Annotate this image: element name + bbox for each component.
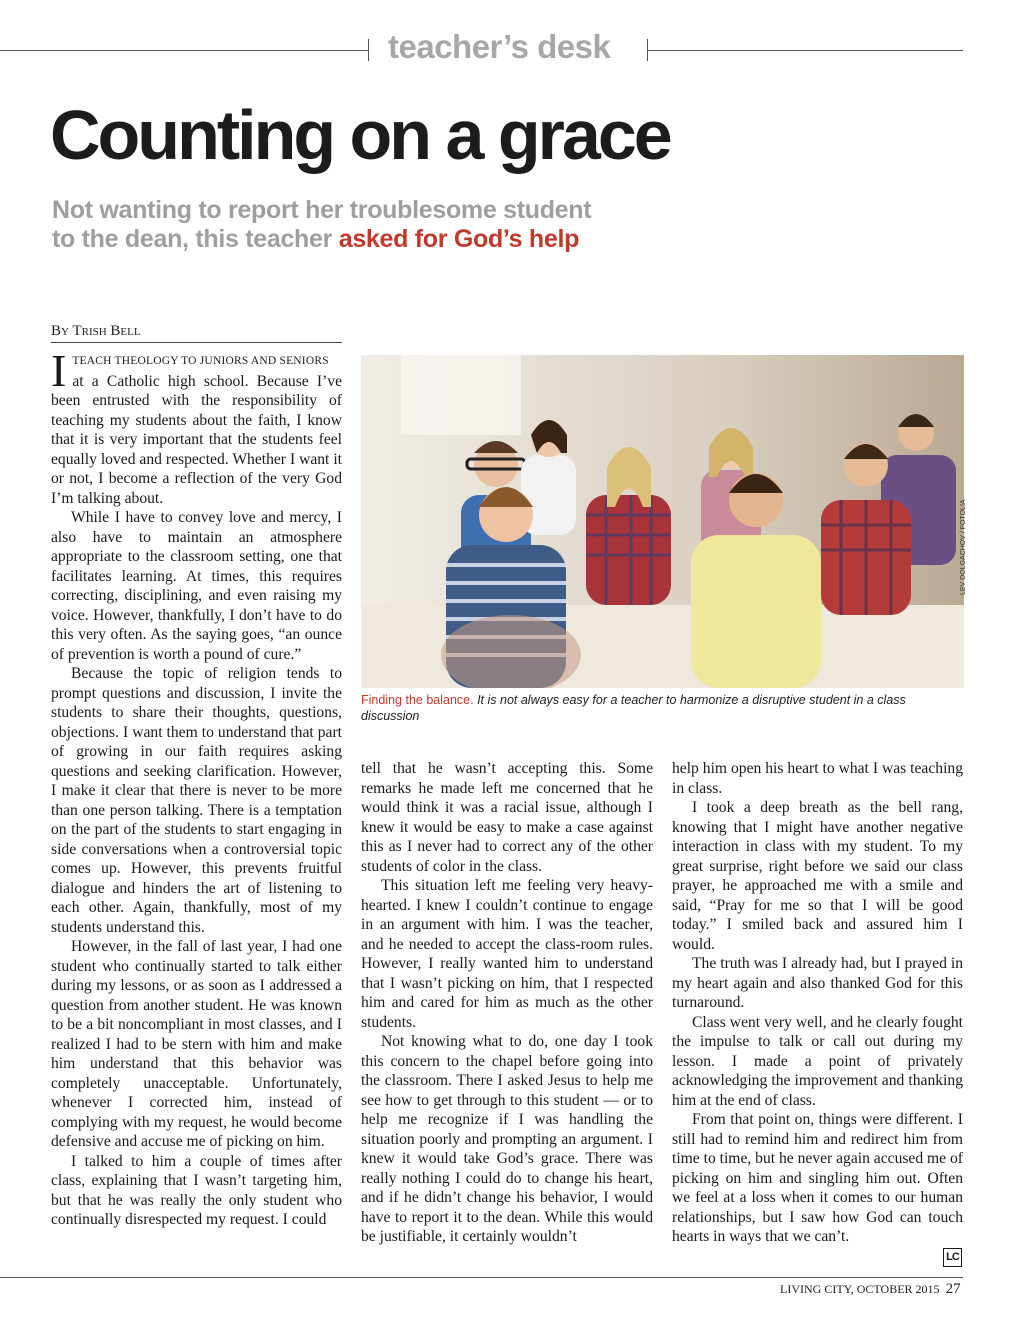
dek [52,196,612,254]
section-title: teacher’s desk [388,28,611,65]
footer-rule [0,1277,963,1278]
students-illustration [361,355,964,688]
article-paragraph: This situation left me feeling very heavy-hearted. I knew I couldn’t continue to engage in an argument with him. I was the teacher, and he needed to accept the class-room rules. However, I really wanted him to understand that I wasn’t picking on him, that I respected him and cared for him as much as the other students. [361,877,653,1031]
caption-text: It is not always easy for a teacher to harmonize a disruptive student in a class discussion [361,693,906,723]
article-column-3 [672,759,963,1247]
byline [51,323,141,340]
header-rule-right [648,50,963,51]
header-rule-tick-left [368,39,369,61]
article-column-2 [361,759,653,1247]
article-paragraph: The truth was I already had, but I prayed in my heart again and also thanked God for this turnaround. [672,955,963,1011]
lead-in-smallcaps: TEACH THEOLOGY TO JUNIORS AND SENIORS [72,355,329,367]
photo-caption [361,692,961,724]
caption-lead: Finding the balance. [361,693,474,707]
byline-rule [51,342,342,343]
article-text: at a Catholic high school. Because I’ve been entrusted with the responsibility of teaching my students about the faith, I know that it is very important that the students feel equally loved and respected. Whether I want it or not, I become a reflection of the very God I’m talking about. [51,372,342,507]
photo-credit: LEV DOLGACHOV / FOTOLIA [960,499,967,595]
article-column-1 [51,345,342,1230]
dek-red-text: asked for God’s help [338,225,580,253]
article-paragraph [51,345,342,508]
drop-cap: I [51,345,67,396]
byline-by: By [51,323,69,339]
dek-gray-text: Not wanting to report her troublesome student to the dean, this teacher [52,196,592,253]
article-paragraph: help him open his heart to what I was teaching in class. [672,760,963,797]
byline-author: Trish Bell [72,323,141,339]
page-footer [780,1281,961,1298]
headline: Counting on a grace [50,96,670,174]
article-paragraph: Class went very well, and he clearly fought the impulse to talk or call out during my lesson. I made a point of privately acknowledging the improvement and thanking him at the end of class. [672,1013,963,1109]
article-paragraph: Because the topic of religion tends to prompt questions and discussion, I invite the students to share their thoughts, questions, objections. I want them to understand that part of growing in our faith requires asking questions and seeking clarification. However, I make it clear that there is never to be more than one person talking. There is a temptation on the part of the students to start engaging in side conversations when a controversial topic comes up. However, this prevents fruitful dialogue and hinders the art of listening to each other. Again, thankfully, most of my students understand this. [51,665,342,936]
article-paragraph: I talked to him a couple of times after class, explaining that I wasn’t targeting him, but that he was really the only student who continually disrespected my request. I could [51,1152,342,1228]
article-paragraph: tell that he wasn’t accepting this. Some remarks he made left me concerned that he would think it was a racial issue, although I knew it would be easy to make a case against this as I never had to correct any of the other students of color in the class. [361,760,653,875]
article-paragraph: I took a deep breath as the bell rang, knowing that I might have another negative interaction in class with my student. To my great surprise, right before we said our class prayer, he approached me with a smile and said, “Pray for me so that I will be good today.” I smiled back and assured him I would. [672,799,963,953]
footer-publication: LIVING CITY, OCTOBER 2015 [780,1282,940,1296]
end-mark-logo: LC [943,1248,962,1267]
header-rule-left [0,50,368,51]
article-paragraph: While I have to convey love and mercy, I also have to maintain an atmosphere appropriate to the classroom setting, one that facilitates learning. At times, this requires correcting, disciplining, and even raising my voice. However, thankfully, I don’t have to do this very often. As the saying goes, “an ounce of prevention is worth a pound of cure.” [51,509,342,663]
article-paragraph: However, in the fall of last year, I had one student who continually started to talk either during my lessons, or as soon as I addressed a question from another student. He was known to be a bit noncompliant in most classes, and I realized I had to be stern with him and make him understand that this behavior was completely unacceptable. Unfortunately, whenever I corrected him, instead of complying with my request, he would become defensive and accuse me of picking on him. [51,938,342,1150]
classroom-photo [361,355,964,688]
article-paragraph: From that point on, things were different. I still had to remind him and redirect him from time to time, but he never again accused me of picking on him and singling him out. Often we feel at a loss when it comes to our human relationships, but I saw how God can touch hearts in ways that we can’t. [672,1111,963,1245]
article-paragraph: Not knowing what to do, one day I took this concern to the chapel before going into the classroom. There I asked Jesus to help me see how to get through to this student — or to help me recognize if I was handling the situation poorly and prompting an argument. I knew it would take God’s grace. There was really nothing I could do to change his heart, and if he didn’t change his behavior, I would have to report it to the dean. While this would be justifiable, it certainly wouldn’t [361,1033,653,1245]
page-number: 27 [945,1281,961,1297]
